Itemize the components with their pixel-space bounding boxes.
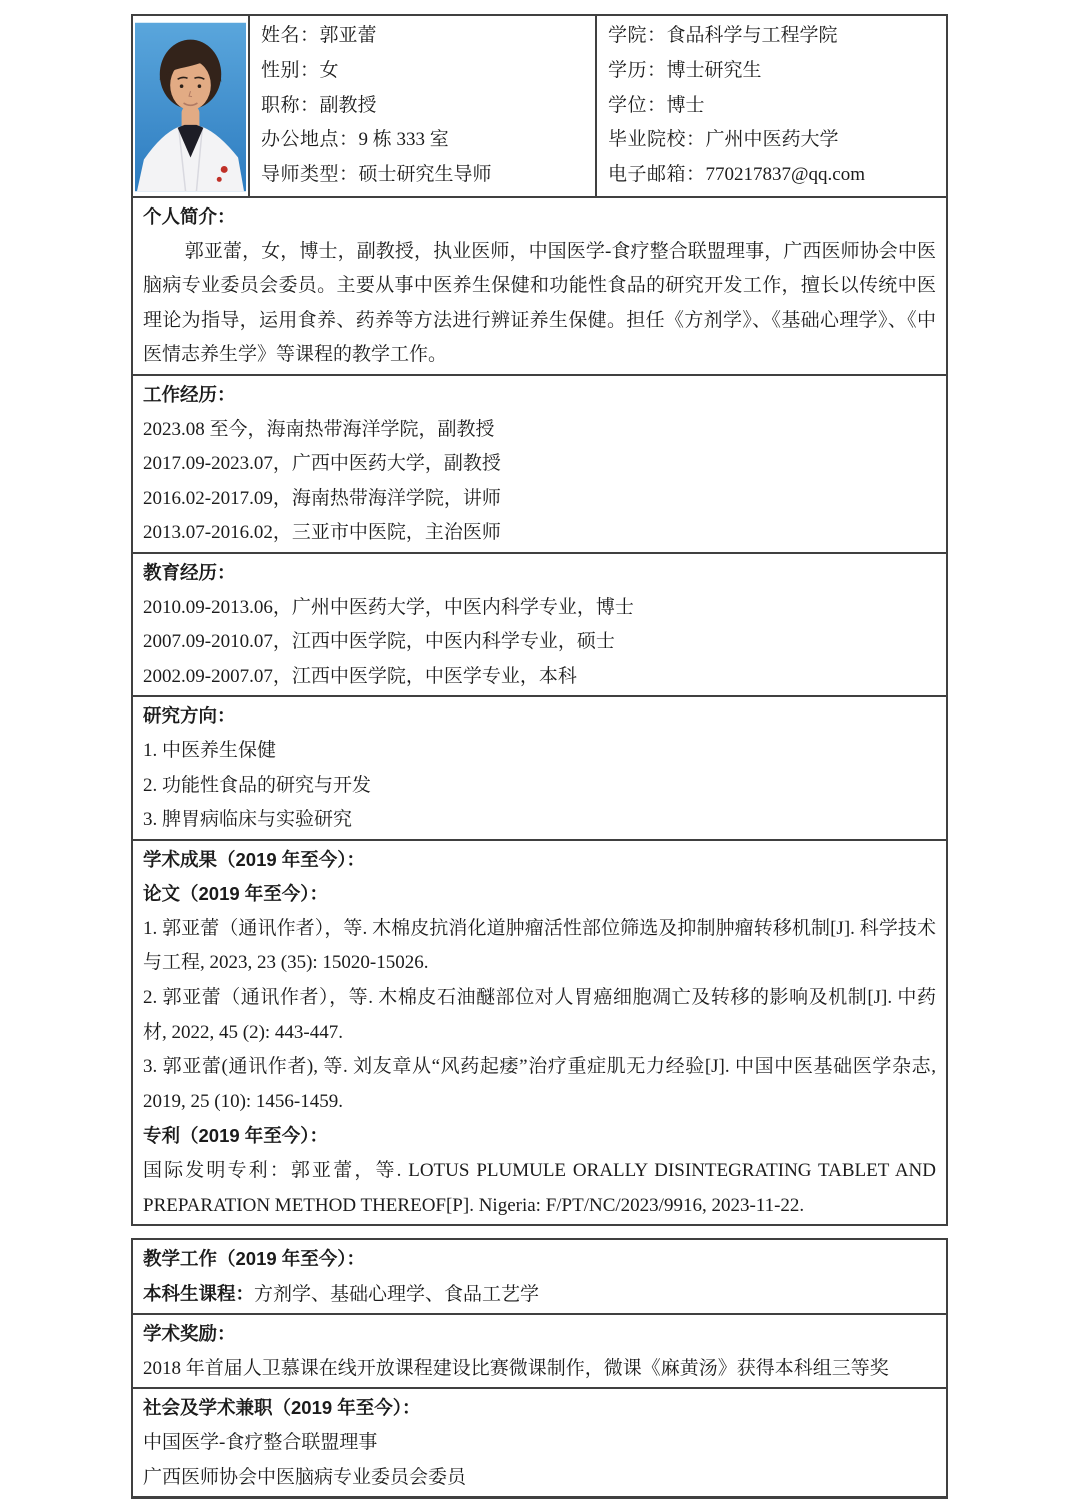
field-label: 电子邮箱： xyxy=(608,164,706,186)
field-label: 办公地点： xyxy=(261,129,359,151)
section-education-line-2: 2002.09-2007.07，江西中医学院，中医学专业，本科 xyxy=(143,665,577,687)
section-awards xyxy=(133,1313,946,1387)
field-label: 学历： xyxy=(608,59,667,81)
field-value: 硕士研究生导师 xyxy=(358,164,492,186)
badge-icon xyxy=(221,166,228,173)
field-label: 导师类型： xyxy=(261,164,359,186)
section-work-history-line-1: 2017.09-2023.07，广西中医药大学，副教授 xyxy=(143,453,501,475)
section-work-history xyxy=(133,374,946,552)
section-work-history-line-0: 2023.08 至今，海南热带海洋学院，副教授 xyxy=(143,418,495,440)
section-research-directions-line-1: 2. 功能性食品的研究与开发 xyxy=(143,774,372,796)
field-value: 郭亚蕾 xyxy=(319,25,377,46)
section-research-directions-line-0: 1. 中医养生保健 xyxy=(143,739,277,761)
photo-cell xyxy=(133,16,250,196)
section-title-awards: 学术奖励： xyxy=(143,1323,236,1345)
field-value: 食品科学与工程学院 xyxy=(666,25,838,46)
profile-field xyxy=(261,123,584,158)
section-achievements-just-1: 1. 郭亚蕾（通讯作者），等. 木棉皮抗消化道肿瘤活性部位筛选及抑制肿瘤转移机制[J]. 科学技术与工程, 2023, 23 (35): 15020-15026. xyxy=(143,917,936,974)
field-label: 姓名： xyxy=(261,25,320,46)
section-work-history-line-3: 2013.07-2016.02，三亚市中医院，主治医师 xyxy=(143,522,501,544)
profile-photo xyxy=(135,22,246,192)
field-label: 性别： xyxy=(261,59,320,81)
field-label: 学院： xyxy=(608,25,667,46)
section-awards-line-0: 2018 年首届人卫慕课在线开放课程建设比赛微课制作，微课《麻黄汤》获得本科组三等奖 xyxy=(143,1357,889,1379)
profile-field xyxy=(608,158,935,193)
profile-field xyxy=(261,19,584,54)
profile-fields-left xyxy=(250,16,597,196)
field-value: 9 栋 333 室 xyxy=(358,129,449,151)
section-education xyxy=(133,552,946,695)
section-teaching-labeled-0 xyxy=(143,1277,936,1313)
section-education-line-1: 2007.09-2010.07，江西中医学院，中医内科学专业，硕士 xyxy=(143,631,615,653)
field-value: 770217837@qq.com xyxy=(705,164,865,186)
field-value: 副教授 xyxy=(319,94,377,116)
section-title-teaching: 教学工作（2019 年至今）： xyxy=(143,1248,366,1269)
inline-label: 本科生课程： xyxy=(143,1282,255,1304)
section-research-directions xyxy=(133,695,946,838)
profile-field xyxy=(608,19,935,54)
profile-field xyxy=(261,89,584,124)
section-memberships-line-1: 广西医师协会中医脑病专业委员会委员 xyxy=(143,1466,467,1488)
profile-field xyxy=(261,158,584,193)
field-value: 博士 xyxy=(666,94,705,116)
section-title-achievements: 学术成果（2019 年至今）： xyxy=(143,848,366,870)
profile-field xyxy=(261,54,584,89)
section-intro-paragraph-0: 郭亚蕾，女，博士，副教授，执业医师，中国医学-食疗整合联盟理事，广西医师协会中医脑病专业委员会委员。主要从事中医养生保健和功能性食品的研究开发工作，擅长以传统中医理论为指导，运用食养、药养等方法进行辨证养生保健。担任《方剂学》、《基础心理学》、《中医情志养生学》等课程的教学工作。 xyxy=(143,240,936,366)
field-label: 职称： xyxy=(261,94,320,116)
field-value: 女 xyxy=(319,59,339,81)
section-title-work-history: 工作经历： xyxy=(143,383,236,405)
section-intro xyxy=(133,196,946,374)
section-title-intro: 个人简介： xyxy=(143,206,236,227)
field-label: 学位： xyxy=(608,94,667,116)
profile-field xyxy=(608,89,935,124)
section-memberships-line-0: 中国医学-食疗整合联盟理事 xyxy=(143,1431,378,1453)
section-achievements-subheader-0: 论文（2019 年至今）： xyxy=(143,883,329,905)
profile-header-row xyxy=(133,16,946,196)
section-achievements xyxy=(133,839,946,1225)
profile-table xyxy=(131,14,948,1226)
field-value: 博士研究生 xyxy=(666,59,762,81)
profile-field xyxy=(608,123,935,158)
section-achievements-subheader-4: 专利（2019 年至今）： xyxy=(143,1125,329,1147)
section-title-memberships: 社会及学术兼职（2019 年至今）： xyxy=(143,1397,421,1419)
section-achievements-just-2: 2. 郭亚蕾（通讯作者），等. 木棉皮石油醚部位对人胃癌细胞凋亡及转移的影响及机制[J]. 中药材, 2022, 45 (2): 443-447. xyxy=(143,987,936,1043)
profile-field xyxy=(608,54,935,89)
section-work-history-line-2: 2016.02-2017.09，海南热带海洋学院，讲师 xyxy=(143,487,501,509)
section-memberships xyxy=(133,1387,946,1496)
inline-text: 方剂学、基础心理学、食品工艺学 xyxy=(254,1283,540,1305)
section-research-directions-line-2: 3. 脾胃病临床与实验研究 xyxy=(143,809,353,831)
section-achievements-just-3: 3. 郭亚蕾(通讯作者), 等. 刘友章从“风药起痿”治疗重症肌无力经验[J]. 中国中医基础医学杂志, 2019, 25 (10): 1456-1459. xyxy=(143,1056,936,1112)
field-label: 毕业院校： xyxy=(608,129,706,151)
section-teaching xyxy=(133,1240,946,1313)
section-education-line-0: 2010.09-2013.06，广州中医药大学，中医内科学专业，博士 xyxy=(143,596,634,618)
teaching-awards-table xyxy=(131,1238,948,1499)
field-value: 广州中医药大学 xyxy=(705,129,839,151)
section-title-education: 教育经历： xyxy=(143,561,236,583)
profile-fields-right xyxy=(597,16,946,196)
section-achievements-just-5: 国际发明专利：郭亚蕾，等. LOTUS PLUMULE ORALLY DISINTEGRATING TABLET AND PREPARATION METHOD THEREOF[P]. Nigeria: F/PT/NC/2023/9916, 2023-11-22. xyxy=(143,1160,936,1216)
section-title-research-directions: 研究方向： xyxy=(143,705,236,727)
